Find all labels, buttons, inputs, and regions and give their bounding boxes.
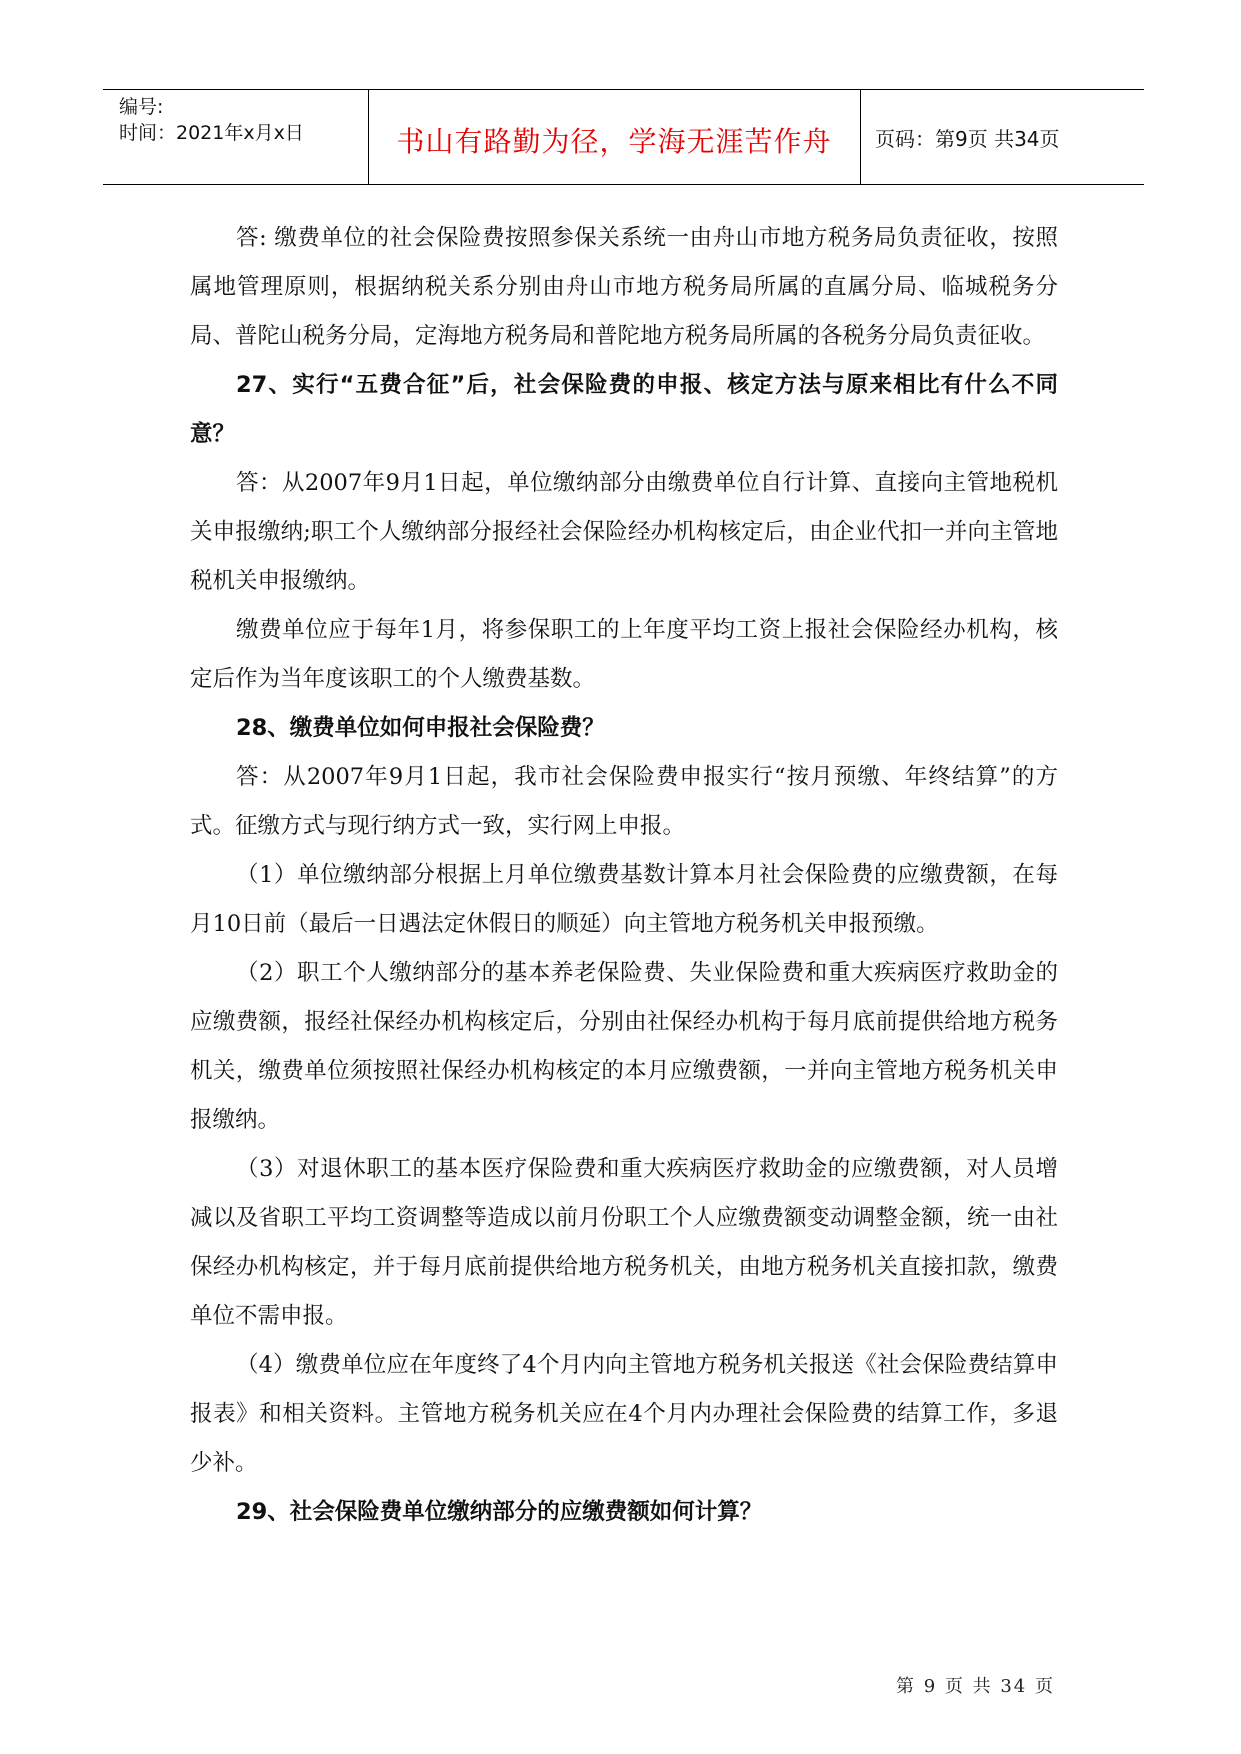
question-heading-27: 27、实行“五费合征”后，社会保险费的申报、核定方法与原来相比有什么不同意？	[190, 372, 1058, 447]
header-divider	[860, 90, 861, 184]
document-body	[190, 214, 1058, 1537]
page-footer: 第 9 页 共 34 页	[896, 1676, 1055, 1697]
question-heading-29: 29、社会保险费单位缴纳部分的应缴费额如何计算？	[236, 1499, 763, 1525]
answer-paragraph: 答：从2007年9月1日起，单位缴纳部分由缴费单位自行计算、直接向主管地税机关申报缴纳;职工个人缴纳部分报经社会保险经办机构核定后，由企业代扣一并向主管地税机关申报缴纳。	[190, 470, 1058, 594]
answer-paragraph: 答：从2007年9月1日起，我市社会保险费申报实行“按月预缴、年终结算”的方式。征缴方式与现行纳方式一致，实行网上申报。	[190, 764, 1058, 839]
list-item-2: （2）职工个人缴纳部分的基本养老保险费、失业保险费和重大疾病医疗救助金的应缴费额，报经社保经办机构核定后，分别由社保经办机构于每月底前提供给地方税务机关，缴费单位须按照社保经办机构核定的本月应缴费额，一并向主管地方税务机关申报缴纳。	[190, 960, 1058, 1133]
question-heading-28: 28、缴费单位如何申报社会保险费？	[236, 715, 605, 741]
answer-paragraph: 答: 缴费单位的社会保险费按照参保关系统一由舟山市地方税务局负责征收，按照属地管理原则，根据纳税关系分别由舟山市地方税务局所属的直属分局、临城税务分局、普陀山税务分局，定海地方税务局和普陀地方税务局所属的各税务分局负责征收。	[190, 225, 1058, 349]
list-item-4: （4）缴费单位应在年度终了4个月内向主管地方税务机关报送《社会保险费结算申报表》和相关资料。主管地方税务机关应在4个月内办理社会保险费的结算工作，多退少补。	[190, 1352, 1058, 1476]
document-header	[103, 89, 1144, 185]
body-paragraph: 缴费单位应于每年1月，将参保职工的上年度平均工资上报社会保险经办机构，核定后作为当年度该职工的个人缴费基数。	[190, 617, 1058, 692]
header-meta	[119, 94, 304, 146]
header-motto: 书山有路勤为径，学海无涯苦作舟	[396, 125, 832, 158]
header-page-label: 页码：第9页 共34页	[875, 127, 1060, 151]
list-item-3: （3）对退休职工的基本医疗保险费和重大疾病医疗救助金的应缴费额，对人员增减以及省职工平均工资调整等造成以前月份职工个人应缴费额变动调整金额，统一由社保经办机构核定，并于每月底前提供给地方税务机关，由地方税务机关直接扣款，缴费单位不需申报。	[190, 1156, 1058, 1329]
list-item-1: （1）单位缴纳部分根据上月单位缴费基数计算本月社会保险费的应缴费额，在每月10日前（最后一日遇法定休假日的顺延）向主管地方税务机关申报预缴。	[190, 862, 1058, 937]
number-label: 编号:	[119, 96, 164, 118]
time-label: 时间：2021年x月x日	[119, 122, 304, 144]
